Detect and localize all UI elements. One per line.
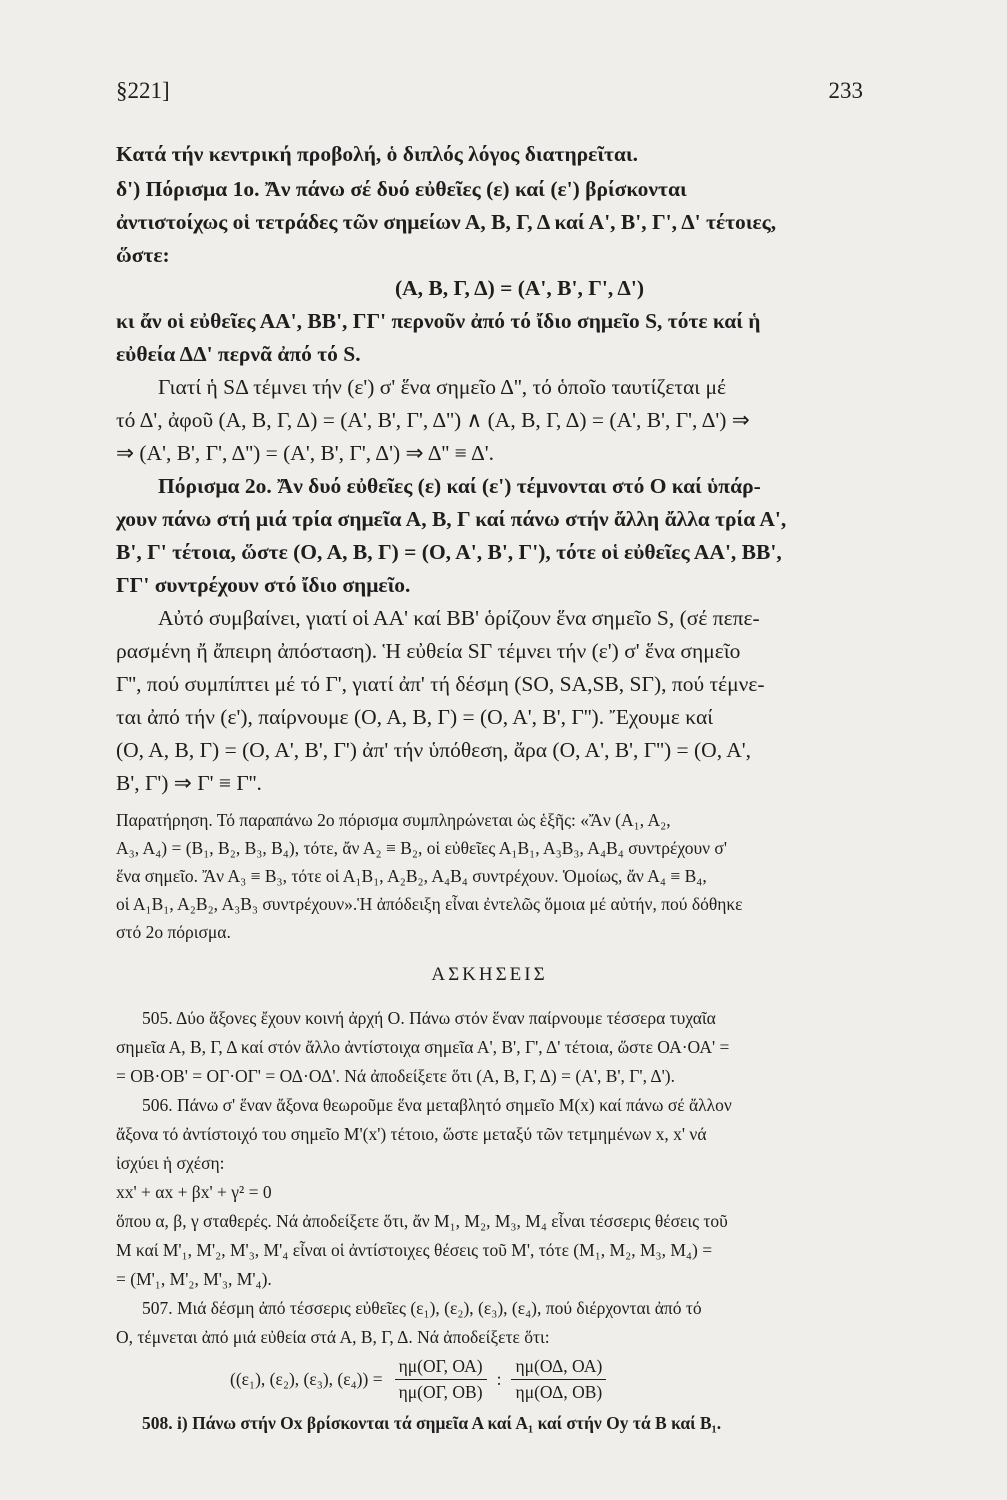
fraction-2-numerator: ημ(ΟΔ, ΟΑ) [511,1356,606,1380]
exercise-506-line: Μ καί Μ'₁, Μ'₂, Μ'₃, Μ'₄ εἶναι οἱ ἀντίστοιχες θέσεις τοῦ Μ', τότε (Μ₁, Μ₂, Μ₃, Μ₄) = [116,1240,713,1260]
corollary-1-line: ὥστε: [116,243,170,267]
proof-1-line: Γιατί ἡ SΔ τέμνει τήν (ε') σ' ἕνα σημεῖο Δ'', τό ὁποῖο ταυτίζεται μέ [158,375,727,399]
corollary-2-line: Β', Γ' τέτοια, ὥστε (Ο, Α, Β, Γ) = (Ο, Α', Β', Γ'), τότε οἱ εὐθεῖες ΑΑ', ΒΒ', [116,540,782,564]
remark-line: στό 2ο πόρισμα. [116,922,231,942]
exercise-505-line: σημεῖα Α, Β, Γ, Δ καί στόν ἄλλο ἀντίστοιχα σημεῖα Α', Β', Γ', Δ' τέτοια, ὥστε ΟΑ·ΟΑ' = [116,1037,730,1057]
exercise-506-formula: xx' + αx + βx' + γ² = 0 [116,1182,272,1202]
proof-2-line: (Ο, Α, Β, Γ) = (Ο, Α', Β', Γ') ἀπ' τήν ὑπόθεση, ἄρα (Ο, Α', Β', Γ'') = (Ο, Α', [116,738,752,762]
proof-1-line: τό Δ', ἀφοῦ (Α, Β, Γ, Δ) = (Α', Β', Γ', Δ'') ∧ (Α, Β, Γ, Δ) = (Α', Β', Γ', Δ') ⇒ [116,408,750,432]
remark-line: ἕνα σημεῖο. Ἄν Α₃ ≡ Β₃, τότε οἱ Α₁Β₁, Α₂Β₂, Α₄Β₄ συντρέχουν. Ὁμοίως, ἄν Α₄ ≡ Β₄, [116,866,707,886]
exercise-507-line: Ο, τέμνεται ἀπό μιά εὐθεία στά Α, Β, Γ, Δ. Νά ἀποδείξετε ὅτι: [116,1327,550,1347]
corollary-2-line: χουν πάνω στή μιά τρία σημεῖα Α, Β, Γ καί πάνω στήν ἄλλη ἄλλα τρία Α', [116,507,787,531]
page-content [116,138,863,1438]
exercise-506-line: 506. Πάνω σ' ἕναν ἄξονα θεωροῦμε ἕνα μεταβλητό σημεῖο Μ(x) καί πάνω σέ ἄλλον [142,1095,732,1115]
proof-2-line: ρασμένη ἤ ἄπειρη ἀπόσταση). Ἡ εὐθεία SΓ τέμνει τήν (ε') σ' ἕνα σημεῖο [116,639,741,663]
proof-2-line: Γ'', πού συμπίπτει μέ τό Γ', γιατί ἀπ' τή δέσμη (SO, SA,SB, SΓ), πού τέμνε- [116,672,765,696]
remark-line: Α₃, Α₄) = (Β₁, Β₂, Β₃, Β₄), τότε, ἄν Α₂ ≡ Β₂, οἱ εὐθεῖες Α₁Β₁, Α₃Β₃, Α₄Β₄ συντρέχουν σ' [116,838,727,858]
corollary-2-line: Πόρισμα 2ο. Ἄν δυό εὐθεῖες (ε) καί (ε') τέμνονται στό Ο καί ὑπάρ- [158,474,761,498]
corollary-1-line: δ') Πόρισμα 1ο. Ἄν πάνω σέ δυό εὐθεῖες (ε) καί (ε') βρίσκονται [116,177,687,201]
fraction-1-denominator: ημ(ΟΓ, ΟΒ) [398,1382,483,1402]
proof-2-line: Β', Γ') ⇒ Γ' ≡ Γ''. [116,771,262,795]
exercise-507-formula [116,1356,863,1403]
page-header [116,78,863,104]
exercise-506-line: ἰσχύει ἡ σχέση: [116,1153,225,1173]
exercise-506-line: ἄξονα τό ἀντίστοιχό του σημεῖο Μ'(x') τέτοιο, ὥστε μεταξύ τῶν τετμημένων x, x' νά [116,1124,707,1144]
corollary-1-formula: (Α, Β, Γ, Δ) = (Α', Β', Γ', Δ') [394,276,645,300]
corollary-1-line: εὐθεία ΔΔ' περνᾶ ἀπό τό S. [116,342,361,366]
proof-1-line: ⇒ (Α', Β', Γ', Δ'') = (Α', Β', Γ', Δ') ⇒ Δ'' ≡ Δ'. [116,441,495,465]
fraction-2-denominator: ημ(ΟΔ, ΟΒ) [515,1382,603,1402]
corollary-2-line: ΓΓ' συντρέχουν στό ἴδιο σημεῖο. [116,573,411,597]
fraction-1 [395,1356,487,1403]
exercise-508-line: 508. i) Πάνω στήν Οx βρίσκονται τά σημεῖα Α καί Α₁ καί στήν Οy τά Β καί Β₁. [142,1413,722,1433]
corollary-1-line: κι ἄν οἱ εὐθεῖες ΑΑ', ΒΒ', ΓΓ' περνοῦν ἀπό τό ἴδιο σημεῖο S, τότε καί ἡ [116,309,761,333]
fraction-1-numerator: ημ(ΟΓ, ΟΑ) [395,1356,487,1380]
exercise-505-line: = ΟΒ·ΟΒ' = ΟΓ·ΟΓ' = ΟΔ·ΟΔ'. Νά ἀποδείξετε ὅτι (Α, Β, Γ, Δ) = (Α', Β', Γ', Δ'). [116,1066,675,1086]
fraction-2 [511,1356,606,1403]
exercise-506-line: ὅπου α, β, γ σταθερές. Νά ἀποδείξετε ὅτι, ἄν Μ₁, Μ₂, Μ₃, Μ₄ εἶναι τέσσερις θέσεις τοῦ [116,1211,728,1231]
exercise-506-line: = (Μ'₁, Μ'₂, Μ'₃, Μ'₄). [116,1269,272,1289]
corollary-1-line: ἀντιστοίχως οἱ τετράδες τῶν σημείων Α, Β, Γ, Δ καί Α', Β', Γ', Δ' τέτοιες, [116,210,777,234]
proof-2-line: Αὐτό συμβαίνει, γιατί οἱ ΑΑ' καί ΒΒ' ὁρίζουν ἕνα σημεῖο S, (σέ πεπε- [158,606,760,630]
exercise-505-line: 505. Δύο ἄξονες ἔχουν κοινή ἀρχή Ο. Πάνω στόν ἕναν παίρνουμε τέσσερα τυχαῖα [142,1008,716,1028]
exercises-heading: ΑΣΚΗΣΕΙΣ [431,964,548,985]
ratio-colon: : [496,1369,502,1389]
exercise-507-line: 507. Μιά δέσμη ἀπό τέσσερις εὐθεῖες (ε₁), (ε₂), (ε₃), (ε₄), πού διέρχονται ἀπό τό [142,1298,702,1318]
section-marker: §221] [116,78,170,103]
formula-lhs: ((ε₁), (ε₂), (ε₃), (ε₄)) = [230,1369,383,1389]
projection-rule: Κατά τήν κεντρική προβολή, ὁ διπλός λόγος διατηρεῖται. [116,142,638,166]
page-number: 233 [828,78,863,103]
remark-line: οἱ Α₁Β₁, Α₂Β₂, Α₃Β₃ συντρέχουν».Ἡ ἀπόδειξη εἶναι ἐντελῶς ὅμοια μέ αὐτήν, πού δόθηκε [116,894,743,914]
remark-line: Παρατήρηση. Τό παραπάνω 2ο πόρισμα συμπληρώνεται ὡς ἑξῆς: «Ἄν (Α₁, Α₂, [116,810,671,830]
proof-2-line: ται ἀπό τήν (ε'), παίρνουμε (Ο, Α, Β, Γ) = (Ο, Α', Β', Γ''). Ἔχουμε καί [116,705,714,729]
